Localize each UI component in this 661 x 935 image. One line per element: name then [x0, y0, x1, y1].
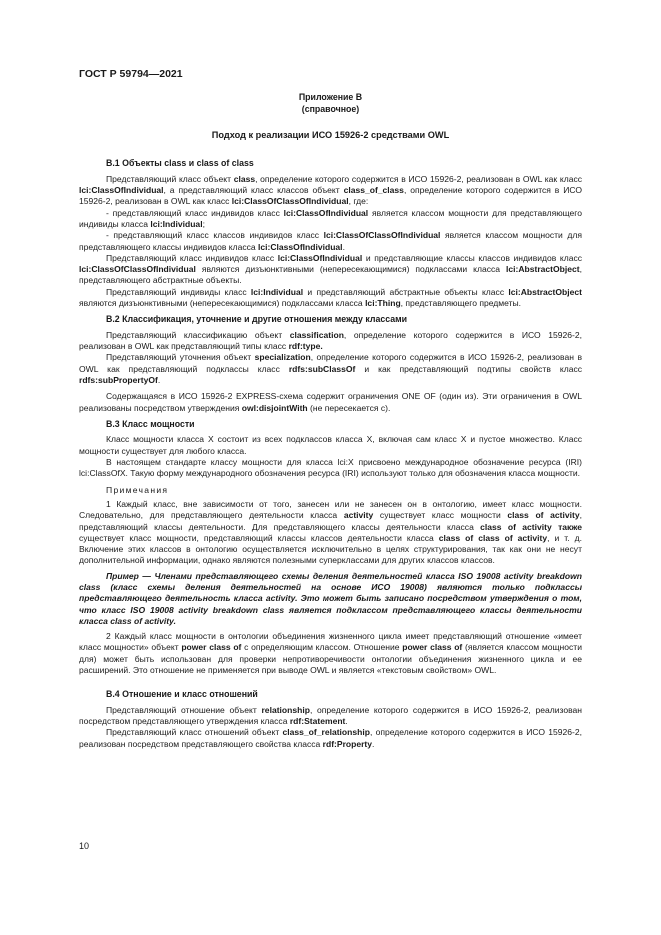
appendix-label: Приложение В [298, 92, 363, 102]
standard-header: ГОСТ Р 59794—2021 [79, 68, 183, 80]
section-b4-heading: В.4 Отношение и класс отношений [106, 689, 258, 700]
b2-paragraph-1: Представляющий классификацию объект classification, определение которого содержится в ИСО 15926-2, реализован в OWL как представляющий типы класс rdf:type. [79, 329, 582, 352]
note-2: 2 Каждый класс мощности в онтологии объединения жизненного цикла имеет представляющий отношение «имеет класс мощности» объект power class of с определяющим классом. Отношение power class of (является классом мощности для) может быть использован для проверки непротиворечивости онтологии объединения жизненного цикла и ее расширений. Это отношение не применяется при выводе OWL и является «текстовым свойством» OWL. [79, 631, 582, 676]
b3-paragraph-2: В настоящем стандарте классу мощности для класса lci:X присвоено международное обозначение ресурса (IRI) lci:ClassOfX. Такую форму международного обозначения ресурса (IRI) используют только для обозначения класса мощности. [79, 457, 582, 479]
b1-paragraph-1: Представляющий класс объект class, определение которого содержится в ИСО 15926-2, реализован в OWL как класс lci:ClassOfIndividual, а представляющий класс классов объект class_of_class, определение которого содержится в ИСО 15926-2, реализован в OWL как класс lci:ClassOfClassOfIndividual, где: [79, 173, 583, 207]
b3-paragraph-1: Класс мощности класса X состоит из всех подклассов класса X, включая сам класс X и пустое множество. Класс мощности существует для любого класса. [79, 434, 582, 456]
b4-paragraph-2: Представляющий класс отношений объект class_of_relationship, определение которого содержится в ИСО 15926-2, реализован посредством представляющего свойства класса rdf:Property. [79, 727, 582, 749]
appendix-type: (справочное) [301, 103, 360, 114]
b1-bullet-2: - представляющий класс классов индивидов класс lci:ClassOfClassOfIndividual является классом мощности для представляющего классы индивидов класса lci:ClassOfIndividual. [79, 230, 583, 252]
b1-paragraph-3: Представляющий индивиды класс lci:Individual и представляющий абстрактные объекты класс lci:AbstractObject являются дизъюнктивными (непересекающимися) подклассами класса lci:Thing, представляющего предметы. [79, 286, 582, 309]
b4-paragraph-1: Представляющий отношение объект relationship, определение которого содержится в ИСО 15926-2, реализован посредством представляющего утверждения класса rdf:Statement. [79, 704, 582, 727]
section-b3-heading: В.3 Класс мощности [106, 418, 195, 429]
b1-paragraph-2: Представляющий класс индивидов класс lci:ClassOfIndividual и представляющие классы классов индивидов класс lci:ClassOfClassOfIndividual являются дизъюнктивными (непересекающимися) подклассами класса lci:AbstractObject, представляющего абстрактные объекты. [79, 252, 583, 286]
b2-paragraph-2: Представляющий уточнения объект specialization, определение которого содержится в ИСО 15926-2, реализован в OWL как представляющий подклассы класс rdfs:subClassOf и как представляющий подтипы свойств класс rdfs:subPropertyOf. [79, 352, 582, 386]
notes-heading: Примечания [106, 484, 169, 495]
note-1: 1 Каждый класс, вне зависимости от того, занесен или не занесен он в онтологию, имеет класс мощности. Следовательно, для представляющего деятельности класса activity существует класс мощности class of activity, представляющий классы деятельности. Для представляющего классы деятельности класса class of activity также существует класс мощности, представляющий классы классов деятельности класса class of class of activity, и т. д. Включение этих классов в онтологию осуществляется исключительно в целях структурирования, так как они не несут дополнительной информации, однако являются полезными суперклассами для других классов классов. [79, 498, 582, 566]
section-b1-heading: В.1 Объекты class и class of class [106, 158, 254, 169]
page-content [79, 92, 582, 750]
example-paragraph: Пример — Членами представляющего схемы деления деятельностей класса ISO 19008 activity breakdown class (класс схемы деления деятельностей на основе ИСО 19008) являются только подклассы представляющего деятельность класса activity. Это может быть записано посредством утверждения о том, что класс ISO 19008 activity breakdown class является подклассом представляющего классы деятельности класса class of activity. [79, 570, 582, 626]
section-b2-heading: В.2 Классификация, уточнение и другие отношения между классами [106, 314, 408, 325]
b1-bullet-1: - представляющий класс индивидов класс lci:ClassOfIndividual является классом мощности для представляющего индивиды класса lci:Individual; [79, 207, 582, 229]
b2-paragraph-3: Содержащаяся в ИСО 15926-2 EXPRESS-схема содержит ограничения ONE OF (один из). Эти ограничения в OWL реализованы посредством утверждения owl:disjointWith (не пересекается с). [79, 391, 582, 413]
appendix-title: Подход к реализации ИСО 15926-2 средствами OWL [211, 130, 450, 140]
page-number: 10 [79, 841, 90, 851]
